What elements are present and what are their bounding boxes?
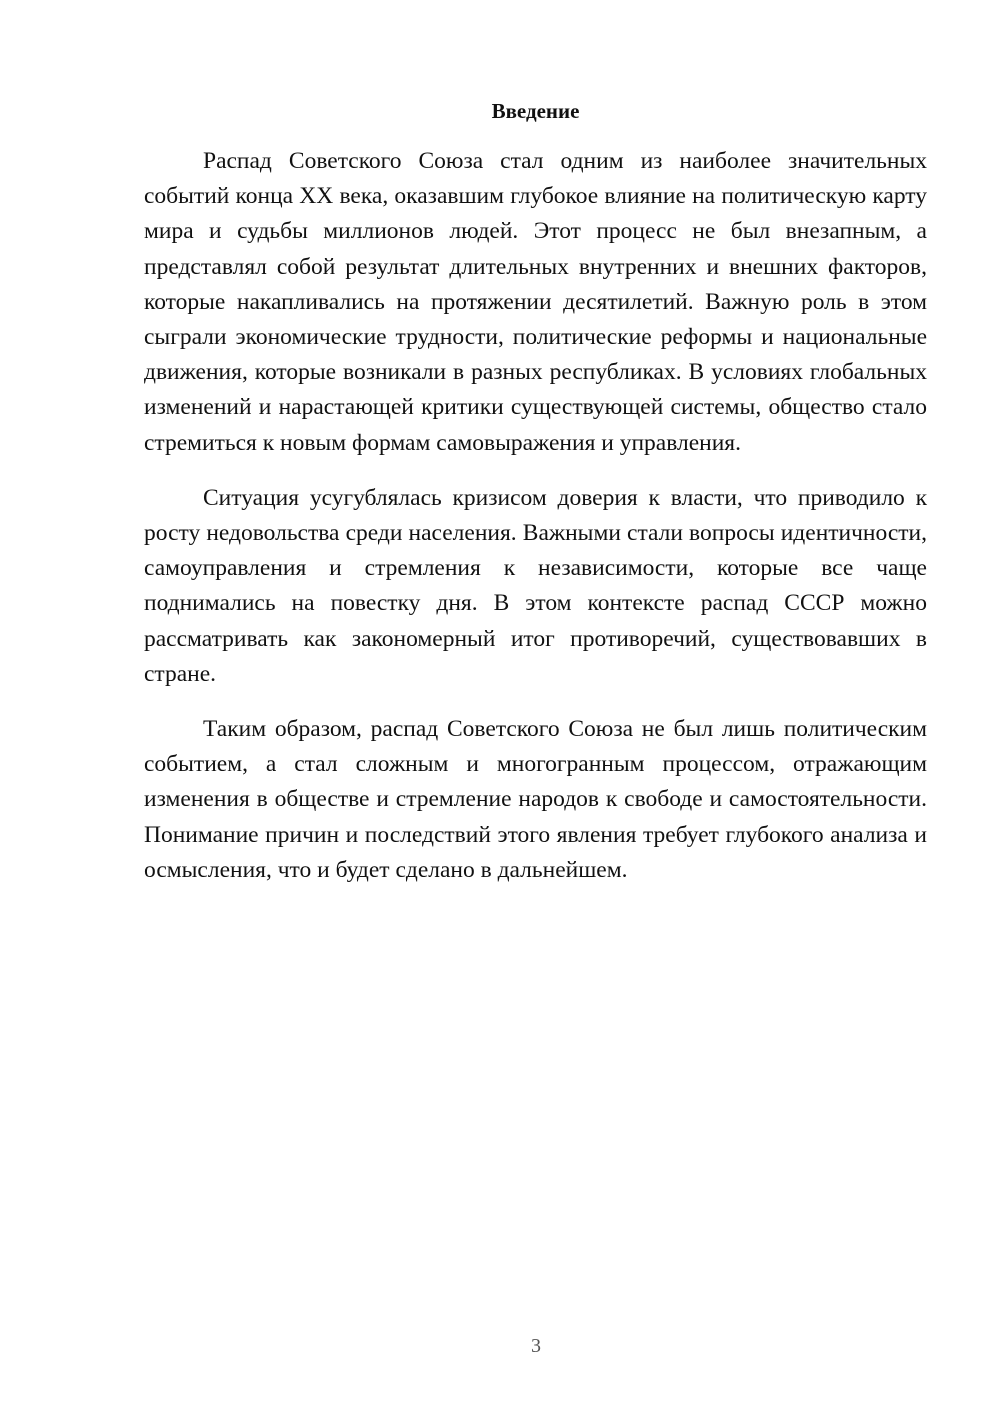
document-body — [144, 144, 927, 908]
page-title: Введение — [491, 99, 580, 123]
paragraph-1: Распад Советского Союза стал одним из наиболее значительных событий конца XX века, оказавшим глубокое влияние на политическую карту мира и судьбы миллионов людей. Этот процесс не был внезапным, а представлял собой результат длительных внутренних и внешних факторов, которые накапливались на протяжении десятилетий. Важную роль в этом сыграли экономические трудности, политические реформы и национальные движения, которые возникали в разных республиках. В условиях глобальных изменений и нарастающей критики существующей системы, общество стало стремиться к новым формам самовыражения и управления. — [144, 148, 927, 456]
paragraph-2: Ситуация усугублялась кризисом доверия к власти, что приводило к росту недовольства среди населения. Важными стали вопросы идентичности, самоуправления и стремления к независимости, которые все чаще поднимались на повестку дня. В этом контексте распад СССР можно рассматривать как закономерный итог противоречий, существовавших в стране. — [144, 484, 927, 687]
page-number: 3 — [531, 1335, 541, 1357]
paragraph-3: Таким образом, распад Советского Союза не был лишь политическим событием, а стал сложным и многогранным процессом, отражающим изменения в обществе и стремление народов к свободе и самостоятельности. Понимание причин и последствий этого явления требует глубокого анализа и осмысления, что и будет сделано в дальнейшем. — [144, 716, 927, 883]
